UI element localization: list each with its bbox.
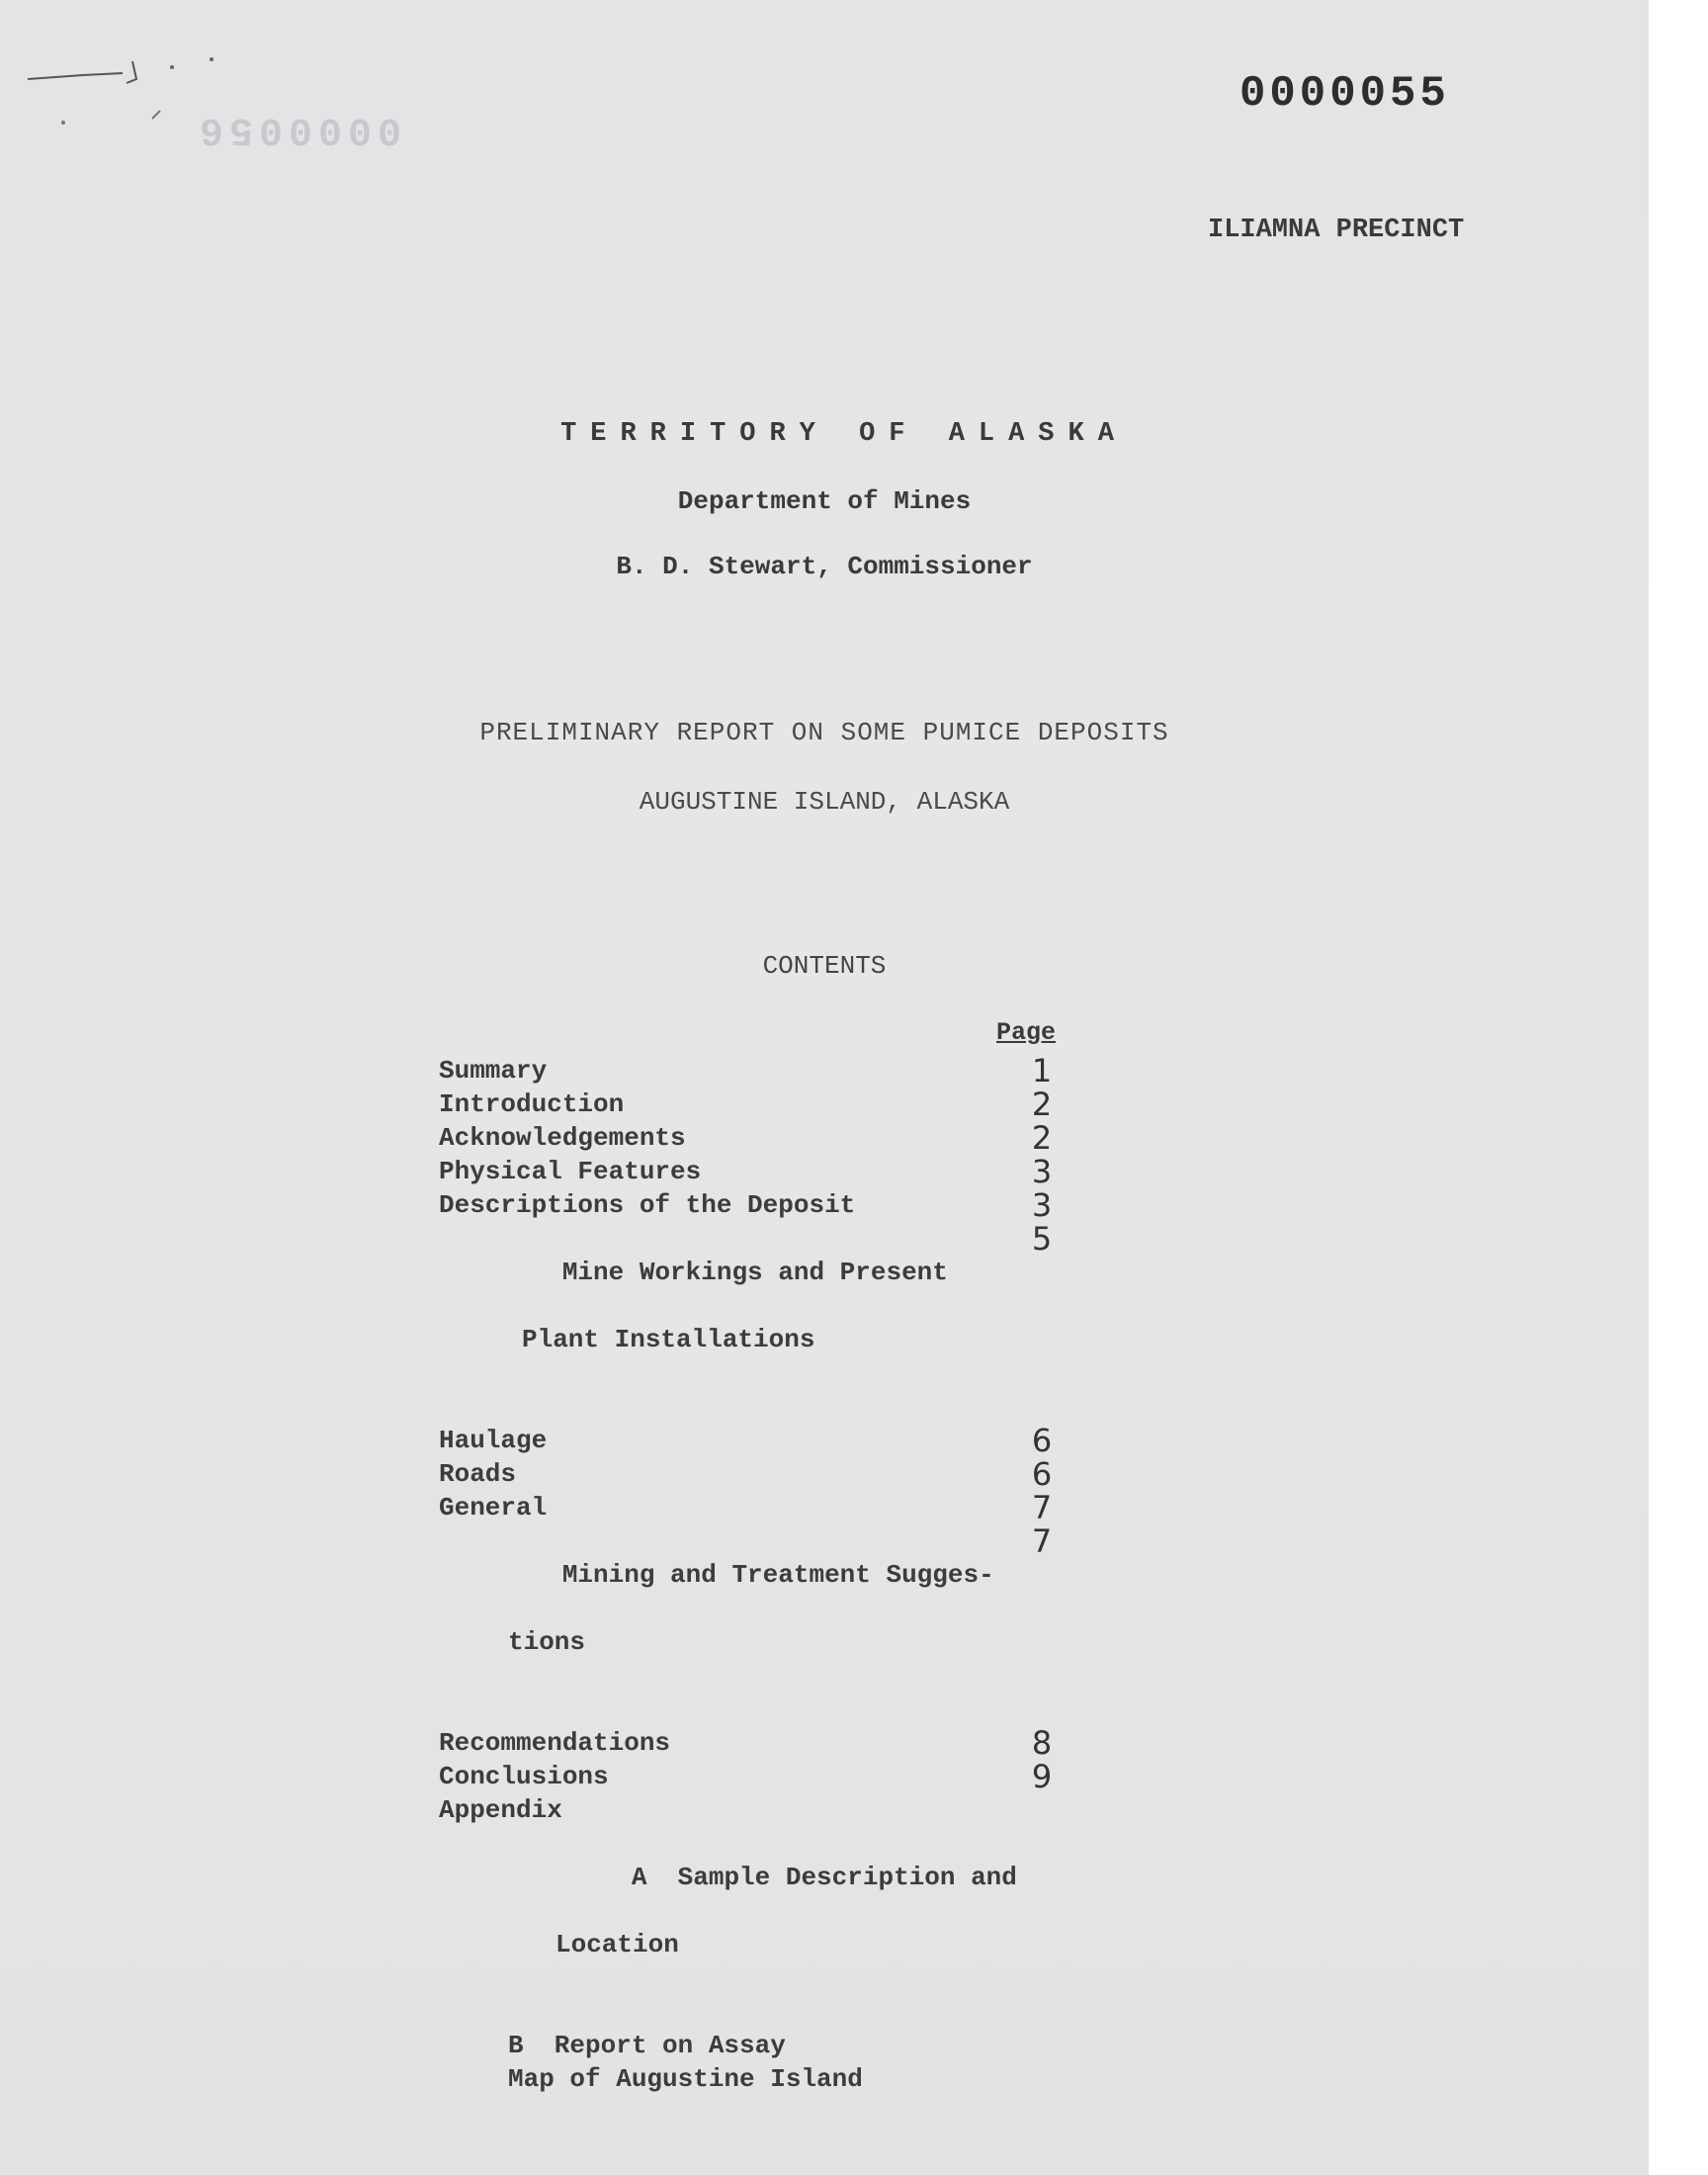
- territory-heading: TERRITORY OF ALASKA: [560, 419, 1128, 449]
- toc-entry-label-line2: tions: [508, 1627, 586, 1657]
- toc-entry-page: 3: [1031, 1186, 1053, 1224]
- toc-entry: [439, 1760, 1071, 1793]
- toc-entry-label: Appendix: [439, 1795, 562, 1825]
- toc-entry: [439, 1054, 1071, 1088]
- toc-entry-page: 7: [1031, 1489, 1053, 1526]
- toc-entry-page: 7: [1031, 1522, 1053, 1560]
- toc-entry-label: Haulage: [439, 1426, 548, 1455]
- appendix-entry-label: [508, 1827, 1017, 2029]
- toc-entry-page: 5: [1031, 1220, 1053, 1258]
- toc-entry-page: 2: [1031, 1086, 1053, 1123]
- toc-entry: [439, 1524, 1071, 1726]
- toc-entry-label-line1: Mine Workings and Present: [561, 1258, 948, 1287]
- toc-entry-page: 9: [1031, 1758, 1053, 1795]
- page-column-header: Page: [996, 1018, 1057, 1047]
- document-stamp-number: 0000055: [1239, 69, 1450, 119]
- toc-entry-label-line1: Mining and Treatment Sugges-: [561, 1560, 994, 1590]
- department-heading: Department of Mines: [677, 486, 972, 516]
- toc-entry-page: 8: [1031, 1724, 1053, 1762]
- toc-entry-page: 2: [1031, 1119, 1053, 1157]
- toc-entry-label: Recommendations: [439, 1728, 671, 1758]
- toc-entry: [439, 1121, 1071, 1155]
- precinct-label: ILIAMNA PRECINCT: [1208, 216, 1465, 245]
- toc-entry-label: Introduction: [439, 1089, 625, 1119]
- toc-entry-label: Acknowledgements: [439, 1123, 686, 1153]
- toc-entry: [439, 1726, 1071, 1760]
- report-subtitle: AUGUSTINE ISLAND, ALASKA: [639, 787, 1010, 817]
- report-title: PRELIMINARY REPORT ON SOME PUMICE DEPOSITS: [479, 718, 1169, 747]
- toc-entry-label: [439, 1524, 994, 1726]
- toc-entry: [439, 1188, 1071, 1222]
- toc-entry-page: 3: [1031, 1153, 1053, 1190]
- toc-entry-label-line2: Plant Installations: [522, 1325, 815, 1354]
- toc-entry: [439, 1222, 1071, 1424]
- toc-entry-page: 6: [1031, 1422, 1053, 1459]
- appendix-entry: [439, 2062, 1071, 2096]
- toc-entry: [439, 1088, 1071, 1121]
- appendix-entry-label-line1: A Sample Description and: [631, 1863, 1017, 1892]
- toc-entry-label: Roads: [439, 1459, 517, 1489]
- toc-entry-page: 6: [1031, 1455, 1053, 1493]
- toc-entry-label: Conclusions: [439, 1762, 609, 1791]
- appendix-entry-label: B Report on Assay: [508, 2031, 786, 2060]
- toc-entry-label: Descriptions of the Deposit: [439, 1190, 856, 1220]
- table-of-contents: [439, 1054, 1071, 2096]
- appendix-entry: [439, 2029, 1071, 2062]
- commissioner-line: B. D. Stewart, Commissioner: [616, 552, 1033, 581]
- appendix-entry: [439, 1827, 1071, 2029]
- toc-entry: [439, 1155, 1071, 1188]
- mirrored-stamp-bleedthrough: 0000056: [194, 107, 402, 151]
- toc-entry: [439, 1491, 1071, 1524]
- appendix-entry-label-line2: Location: [555, 1930, 679, 1959]
- contents-heading: CONTENTS: [762, 951, 887, 981]
- toc-entry-label: [439, 1222, 948, 1424]
- toc-entry-label: Physical Features: [439, 1157, 702, 1186]
- appendix-entry-label: Map of Augustine Island: [508, 2064, 863, 2094]
- toc-entry: [439, 1424, 1071, 1457]
- toc-entry: [439, 1793, 1071, 1827]
- toc-entry: [439, 1457, 1071, 1491]
- toc-entry-page: 1: [1031, 1052, 1053, 1089]
- toc-entry-label: General: [439, 1493, 548, 1522]
- toc-entry-label: Summary: [439, 1056, 548, 1086]
